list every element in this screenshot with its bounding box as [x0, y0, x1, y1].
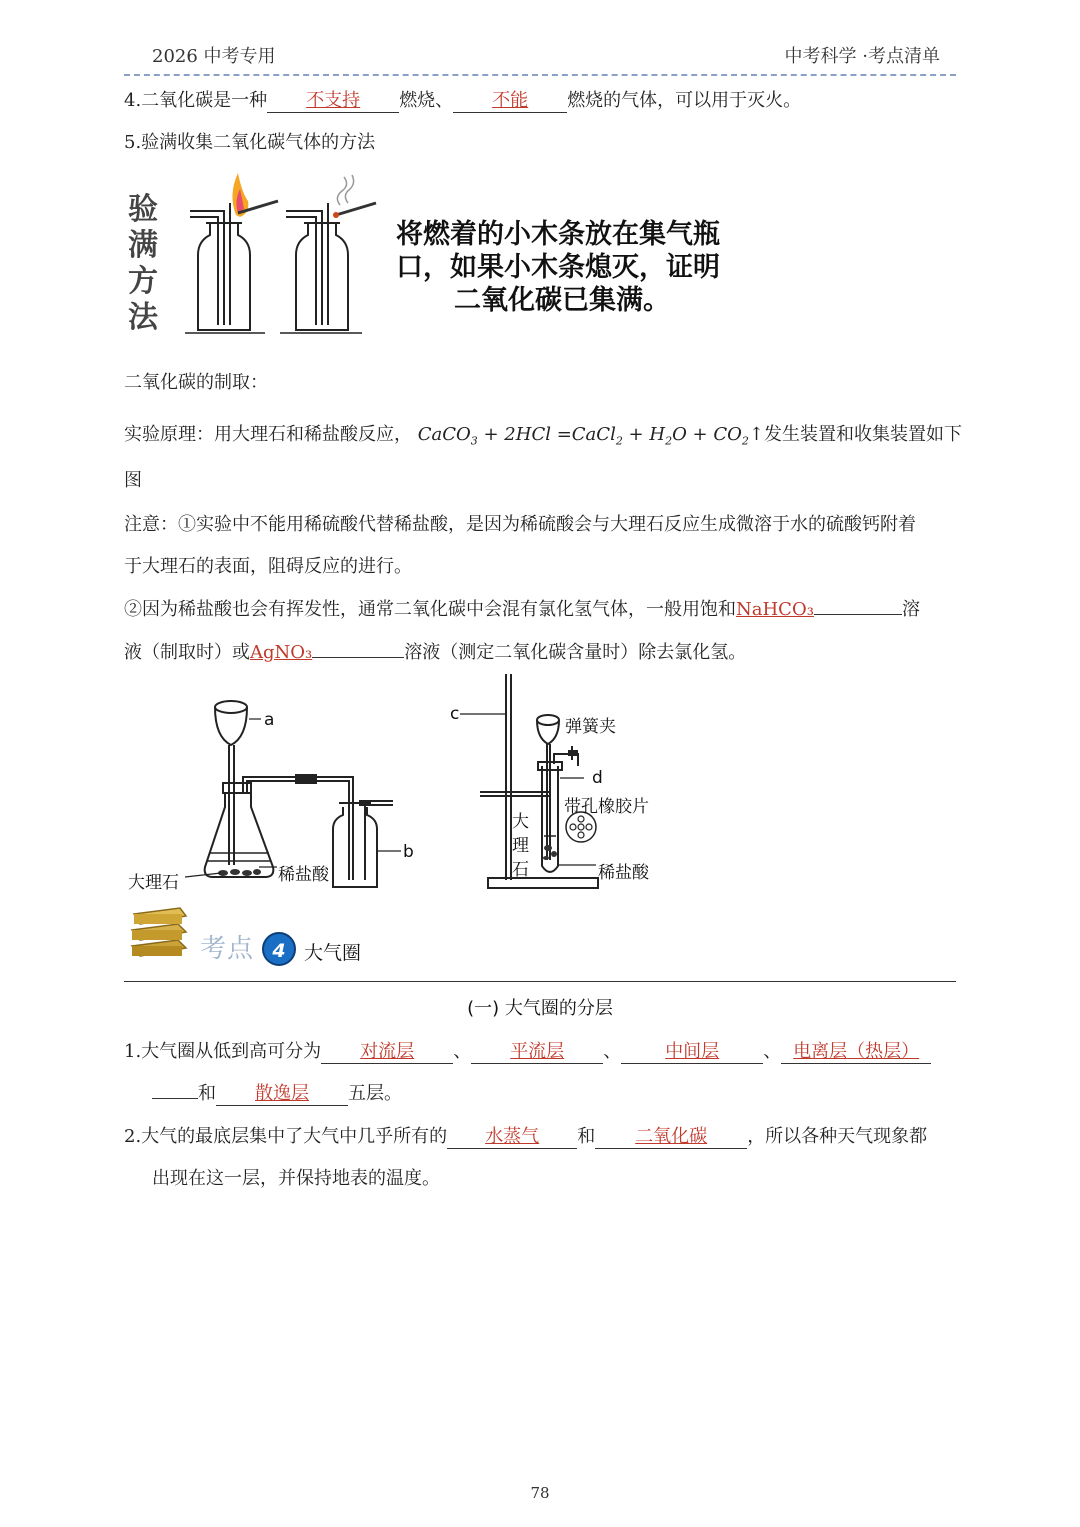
answer-blank: 散逸层 — [216, 1079, 348, 1106]
atmosphere-question-2-line2: 出现在这一层，并保持地表的温度。 — [152, 1168, 440, 1189]
label-marble-left: 大理石 — [128, 873, 179, 893]
reaction-equation: CaCO$_3$ + 2HCl =CaCl$_2$ + $H_2O + CO_2$ — [417, 424, 749, 448]
atmosphere-question-2: 2.大气的最底层集中了大气中几乎所有的 水蒸气 和 二氧化碳 ，所以各种天气现象都 — [124, 1122, 927, 1149]
smoke-icon — [337, 175, 353, 205]
answer-blank: 二氧化碳 — [595, 1122, 747, 1149]
question-4: 4.二氧化碳是一种 不支持 燃烧、 不能 燃烧的气体，可以用于灭火。 — [124, 86, 801, 113]
prep-title: 二氧化碳的制取： — [124, 372, 268, 393]
kaodian-label: 考点 — [200, 934, 255, 964]
gas-bottle-illustration — [180, 165, 395, 340]
atmosphere-question-1-line2: 和 散逸层 五层。 — [152, 1079, 402, 1106]
label-acid-right: 稀盐酸 — [598, 863, 649, 883]
gas-bottle-left — [190, 203, 250, 330]
answer-blank: 电离层（热层） — [781, 1037, 931, 1064]
label-marble-right: 大 理 石 — [512, 812, 529, 880]
prep-note-1b: 于大理石的表面，阻碍反应的进行。 — [124, 556, 412, 577]
verify-side-label: 验 满 方 法 — [128, 192, 158, 335]
answer-blank: 不支持 — [267, 86, 399, 113]
prep-note-2a: ②因为稀盐酸也会有挥发性，通常二氧化碳中会混有氯化氢气体，一般用饱和NaHCO₃ 溶 — [124, 599, 920, 620]
prep-note-2b: 液（制取时）或AgNO₃ 溶液（测定二氧化碳含量时）除去氯化氢。 — [124, 642, 747, 663]
label-perforated-plate: 带孔橡胶片 — [564, 797, 649, 817]
label-a: a — [264, 710, 275, 730]
kaodian-number-badge: 4 — [262, 932, 296, 966]
prep-principle: 实验原理：用大理石和稀盐酸反应， CaCO$_3$ + 2HCl =CaCl$_2$ + $H_2O$ + $CO_2↑$发生装置和收集装置如下 — [124, 424, 962, 448]
kaodian-title: 大气圈 — [304, 942, 362, 964]
label-spring-clip: 弹簧夹 — [565, 717, 616, 737]
answer-blank: 水蒸气 — [447, 1122, 577, 1149]
prep-note-1a: 注意：①实验中不能用稀硫酸代替稀盐酸，是因为稀硫酸会与大理石反应生成微溶于水的硫酸钙附着 — [124, 514, 916, 535]
atmosphere-question-1: 1.大气圈从低到高可分为 对流层 、 平流层 、 中间层 、 电离层（热层） — [124, 1037, 931, 1064]
header-left: 2026 中考专用 — [152, 46, 276, 67]
label-b: b — [403, 842, 414, 862]
page-number: 78 — [530, 1484, 550, 1502]
gas-bottle-right — [286, 203, 348, 330]
verify-caption: 将燃着的小木条放在集气瓶 口，如果小木条熄灭，证明 二氧化碳已集满。 — [396, 219, 720, 316]
label-c: c — [450, 704, 460, 724]
books-icon — [126, 906, 190, 964]
answer-blank: 平流层 — [471, 1037, 603, 1064]
answer-blank: 对流层 — [321, 1037, 453, 1064]
section-title: (一) 大气圈的分层 — [467, 998, 613, 1019]
label-d: d — [592, 768, 603, 788]
answer-agno3: AgNO₃ — [250, 642, 313, 663]
question-5: 5.验满收集二氧化碳气体的方法 — [124, 132, 376, 153]
answer-blank: 不能 — [453, 86, 567, 113]
answer-blank: 中间层 — [621, 1037, 763, 1064]
label-acid-left: 稀盐酸 — [278, 865, 329, 885]
header-divider — [124, 74, 956, 76]
header-right: 中考科学 ·考点清单 — [784, 46, 940, 67]
answer-nahco3: NaHCO₃ — [736, 599, 814, 620]
section-divider — [124, 981, 956, 982]
prep-principle-tail: 图 — [124, 470, 142, 491]
